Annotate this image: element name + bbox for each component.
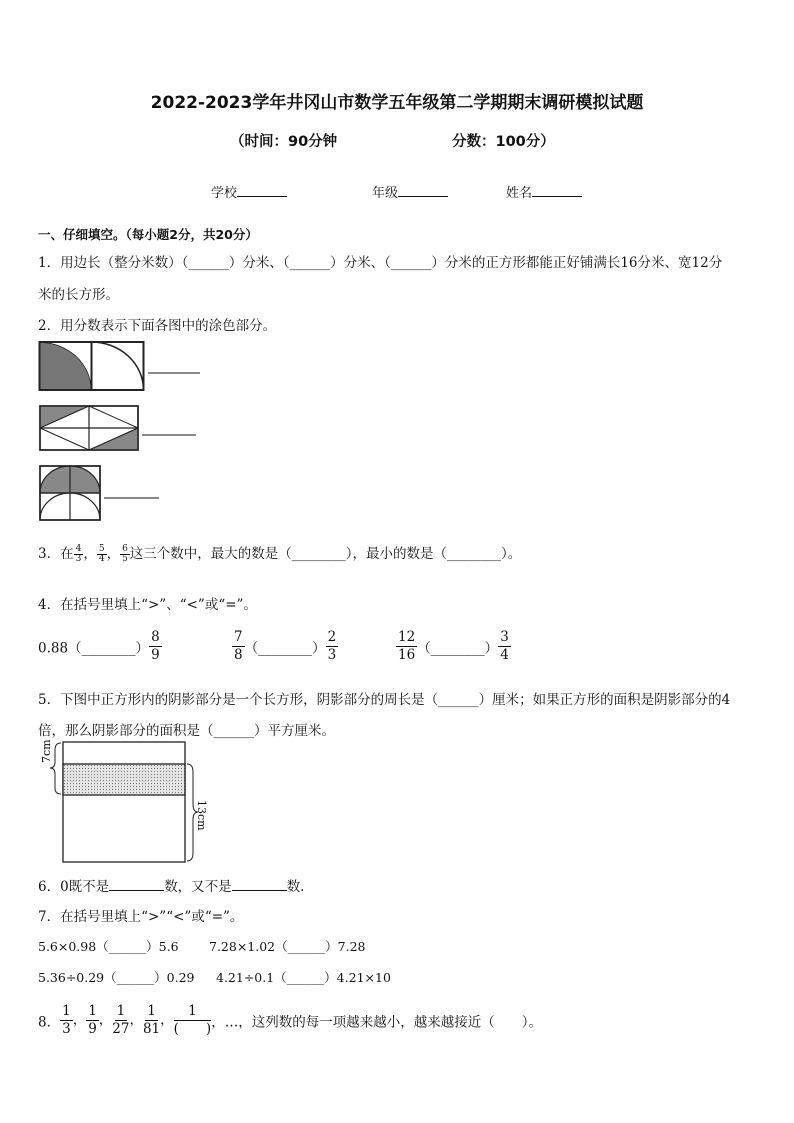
figure-square-arcs: [38, 464, 163, 522]
fraction: $\frac{1}{81}$: [142, 1003, 161, 1037]
label-7cm: 7cm: [40, 739, 53, 763]
fraction: $\frac{12}{16}$: [398, 629, 416, 663]
question-7-r2a: 5.36÷0.29（______）0.29: [38, 970, 195, 985]
question-1-line1: 1．用边长（整分米数）（______）分米、（______）分米、（______）分米的正方形都能正好铺满长16分米、宽12分: [38, 255, 723, 271]
question-7-r2b: 4.21÷0.1（______）4.21×10: [216, 970, 391, 985]
name-label: 姓名: [506, 186, 533, 201]
question-4-item-b: $\frac{7}{8}$ （________） $\frac{2}{3}$: [234, 629, 337, 663]
question-7: 7．在括号里填上“>”“<”或“=”。: [38, 909, 244, 925]
fraction: $\frac{1}{9}$: [88, 1003, 97, 1037]
question-1-line2: 米的长方形。: [38, 287, 119, 303]
figure-triangle-rectangles: [38, 404, 203, 456]
fraction: $\frac{3}{4}$: [500, 629, 509, 663]
question-4-item-a: 0.88（________） $\frac{8}{9}$: [38, 629, 160, 663]
grade-label: 年级: [372, 186, 399, 201]
question-7-r1a: 5.6×0.98（______）5.6: [38, 939, 179, 954]
school-field[interactable]: [211, 182, 287, 201]
fraction: $\frac{5}{4}$: [98, 544, 105, 564]
school-label: 学校: [211, 186, 238, 201]
figure-quarter-circles: [38, 340, 203, 392]
question-5-line1: 5．下图中正方形内的阴影部分是一个长方形，阴影部分的周长是（______）厘米；如果正方形的面积是阴影部分的4: [38, 692, 731, 708]
question-5-line2: 倍，那么阴影部分的面积是（______）平方厘米。: [38, 723, 335, 739]
label-13cm: 13cm: [195, 800, 208, 831]
figure-square-shaded-rectangle: [36, 740, 216, 866]
fraction: $\frac{7}{8}$: [234, 629, 243, 663]
question-2: 2．用分数表示下面各图中的涂色部分。: [38, 318, 277, 334]
question-7-r1b: 7.28×1.02（______）7.28: [209, 939, 366, 954]
exam-time: （时间：90分钟: [230, 134, 338, 150]
name-field[interactable]: [506, 182, 582, 201]
fraction: $\frac{1}{( )}$: [173, 1003, 212, 1037]
fraction: $\frac{2}{3}$: [327, 629, 337, 663]
question-3: 3．在 $\frac{4}{3}$ ， $\frac{5}{4}$ ， $\frac{6}{5}$ 这三个数中，最大的数是（________），最小的数是（________）。: [38, 544, 522, 564]
fraction: $\frac{6}{5}$: [122, 544, 128, 564]
question-6: 6．0既不是 数，又不是 数.: [38, 879, 305, 895]
fraction: $\frac{1}{27}$: [112, 1003, 130, 1037]
question-4: 4．在括号里填上“>”、“<”或“=”。: [38, 597, 257, 613]
grade-field[interactable]: [372, 182, 448, 201]
page-title: 2022-2023学年井冈山市数学五年级第二学期期末调研模拟试题: [150, 93, 644, 113]
exam-score: 分数：100分）: [452, 134, 555, 150]
fraction: $\frac{4}{3}$: [75, 544, 82, 564]
fraction: $\frac{8}{9}$: [151, 629, 160, 663]
question-4-item-c: $\frac{12}{16}$ （________） $\frac{3}{4}$: [398, 629, 509, 663]
fraction: $\frac{1}{3}$: [62, 1003, 71, 1037]
section-heading: 一、仔细填空。（每小题2分，共20分）: [38, 227, 258, 242]
question-8: 8． $\frac{1}{3}$ ， $\frac{1}{9}$ ， $\frac{1}{27}$ ， $\frac{1}{81}$ ， $\frac{1}{( )}$ ，…，这列数的每一项越来越小，越来越接近（ ）。: [38, 1003, 542, 1037]
